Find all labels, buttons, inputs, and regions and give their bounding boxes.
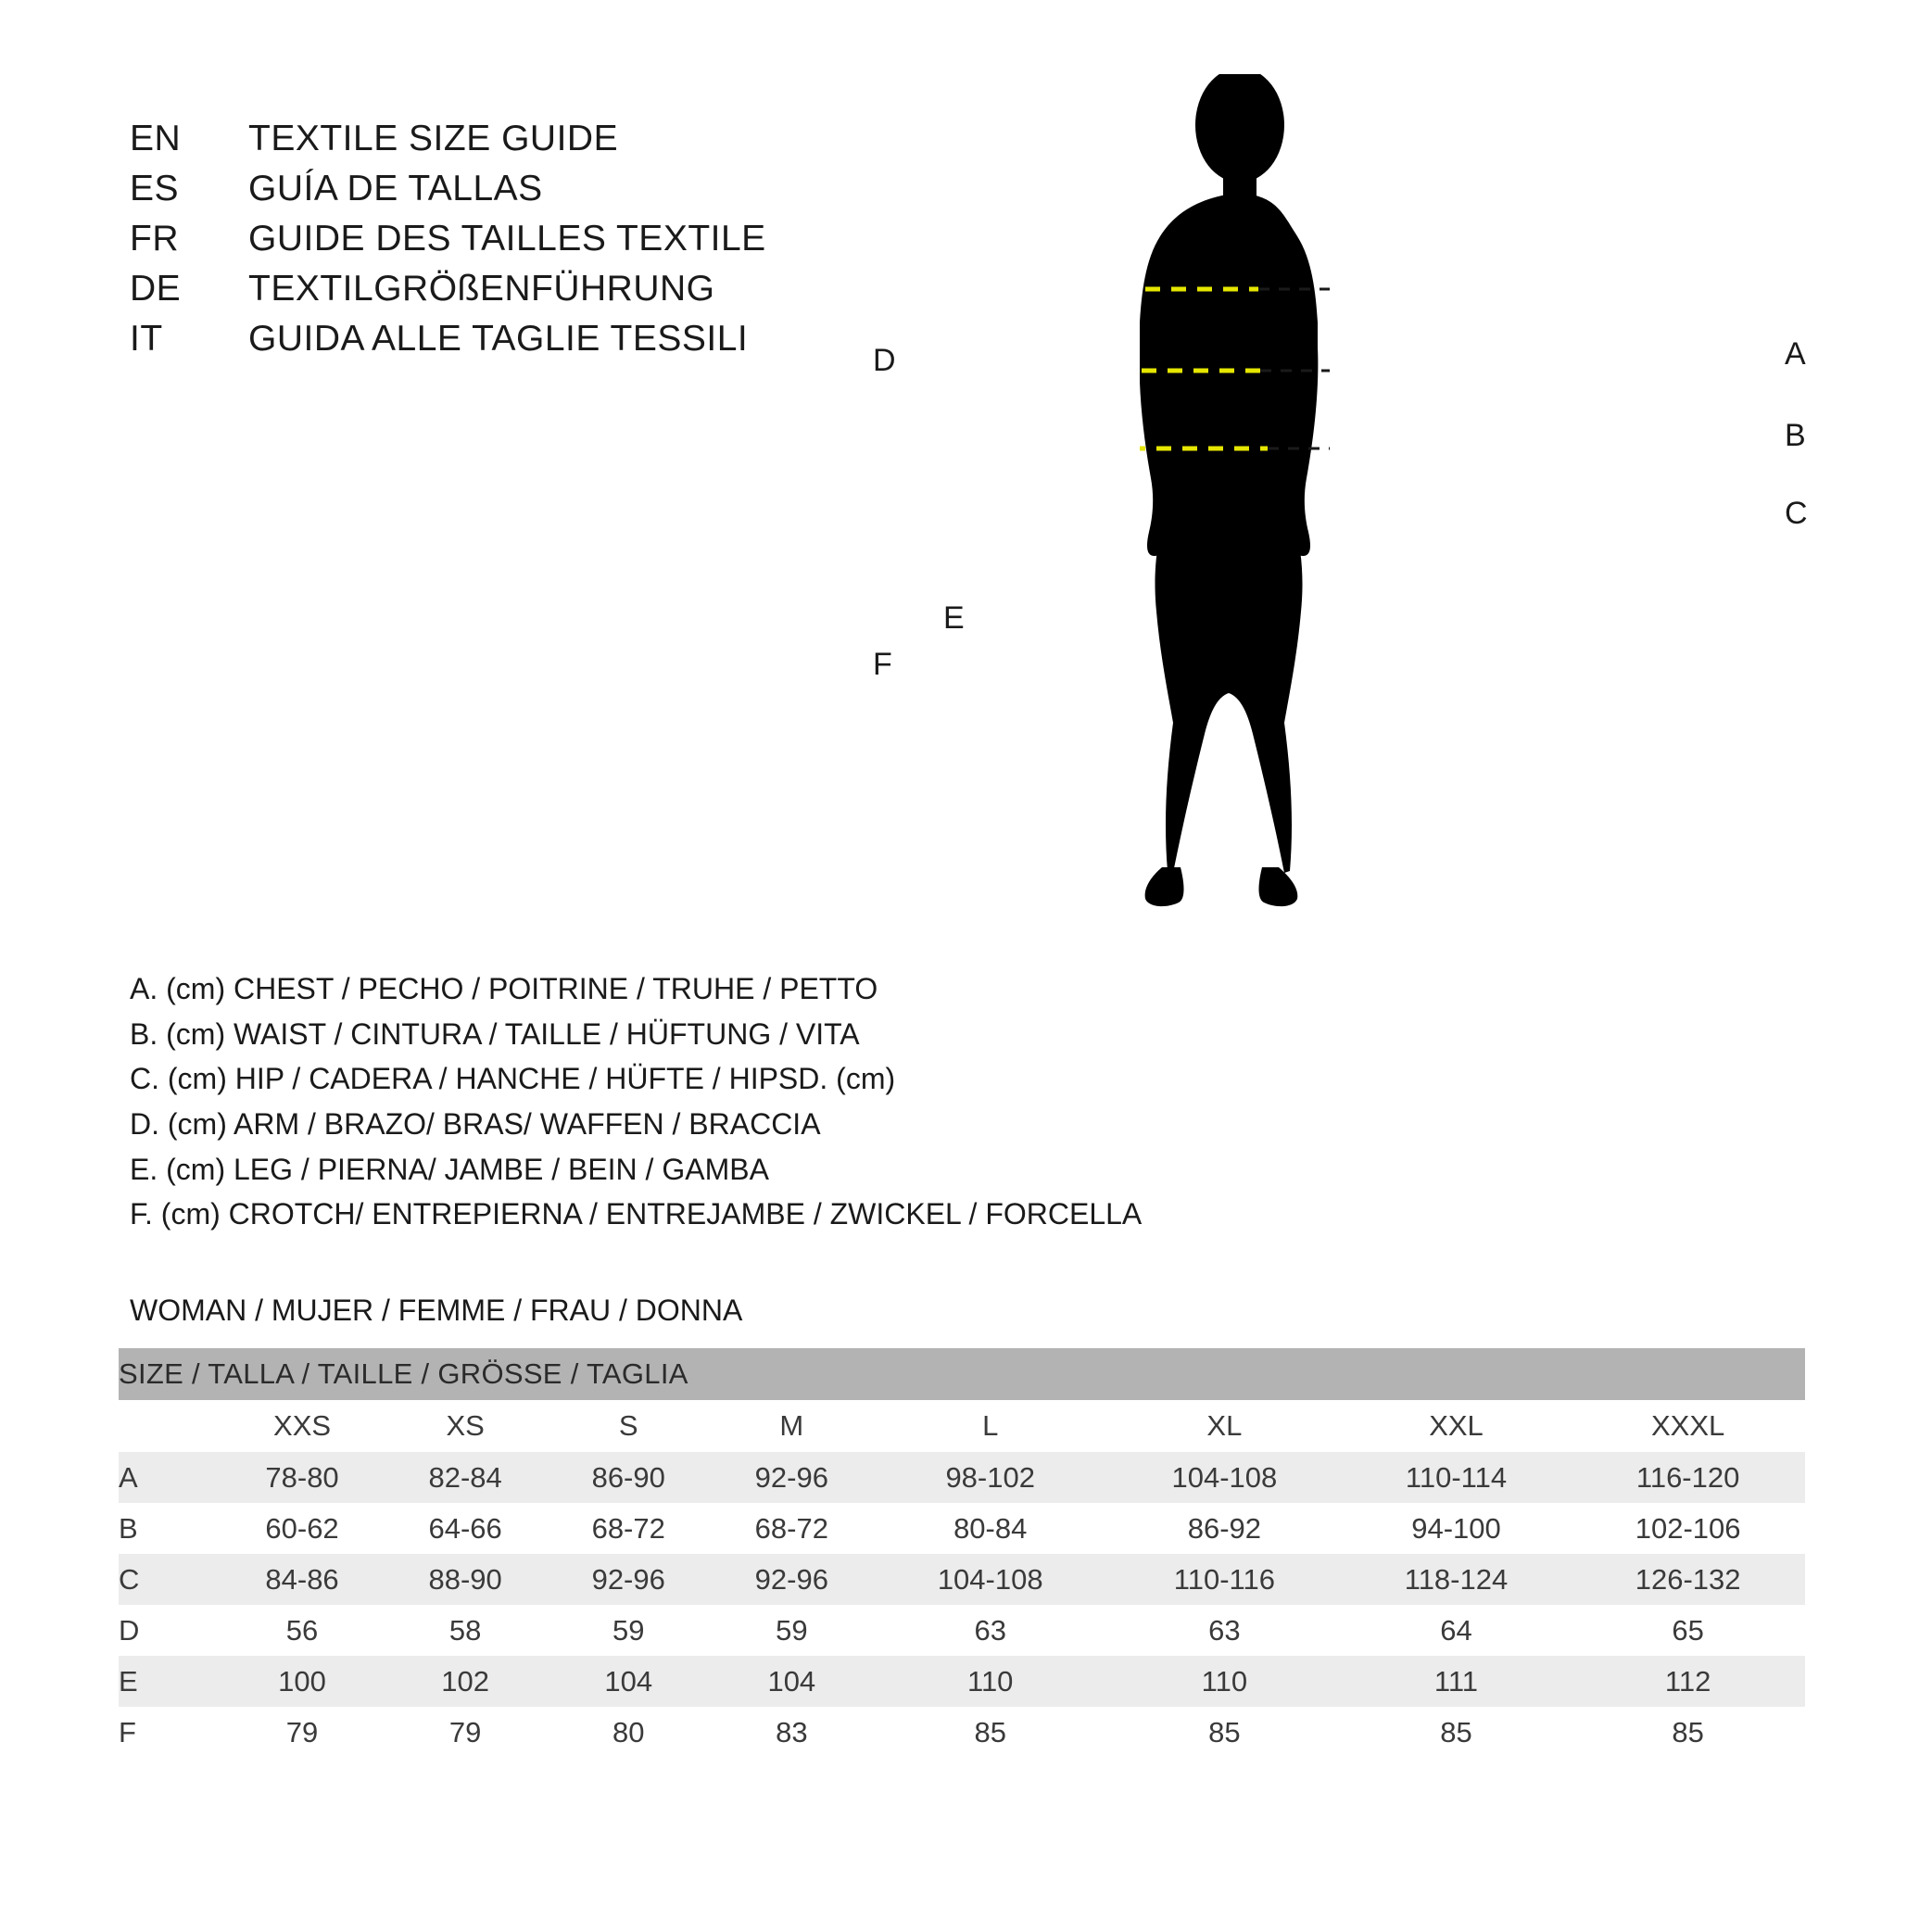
- cell-c-xxxl: 126-132: [1571, 1554, 1805, 1605]
- table-row: [119, 1452, 1805, 1503]
- cell-f-xxxl: 85: [1571, 1707, 1805, 1758]
- title-row-fr: [130, 219, 890, 259]
- size-col-l: L: [873, 1400, 1107, 1452]
- title-row-de: [130, 269, 890, 309]
- title-lang-es: ES: [130, 169, 180, 208]
- dimension-label-f: F: [873, 647, 892, 682]
- size-col-xs: XS: [384, 1400, 547, 1452]
- cell-c-s: 92-96: [547, 1554, 710, 1605]
- cell-e-s: 104: [547, 1656, 710, 1707]
- cell-c-xxs: 84-86: [221, 1554, 384, 1605]
- title-lang-fr: FR: [130, 219, 179, 259]
- measurement-lines: [1140, 74, 1900, 1186]
- legend-row-e: E. (cm) LEG / PIERNA/ JAMBE / BEIN / GAMBA: [130, 1152, 769, 1186]
- cell-a-xxxl: 116-120: [1571, 1452, 1805, 1503]
- cell-f-s: 80: [547, 1707, 710, 1758]
- title-lang-de: DE: [130, 269, 182, 309]
- cell-e-l: 110: [873, 1656, 1107, 1707]
- title-block: [130, 119, 890, 369]
- cell-c-l: 104-108: [873, 1554, 1107, 1605]
- legend-row-c: C. (cm) HIP / CADERA / HANCHE / HÜFTE / HIPSD. (cm): [130, 1062, 896, 1096]
- legend-row-f: F. (cm) CROTCH/ ENTREPIERNA / ENTREJAMBE / ZWICKEL / FORCELLA: [130, 1197, 1143, 1231]
- cell-a-xxs: 78-80: [221, 1452, 384, 1503]
- cell-e-xxs: 100: [221, 1656, 384, 1707]
- cell-c-xl: 110-116: [1107, 1554, 1342, 1605]
- section-caption: WOMAN / MUJER / FEMME / FRAU / DONNA: [130, 1294, 743, 1327]
- row-label-c: C: [119, 1554, 221, 1605]
- cell-b-l: 80-84: [873, 1503, 1107, 1554]
- cell-d-xxl: 64: [1342, 1605, 1572, 1656]
- cell-a-xxl: 110-114: [1342, 1452, 1572, 1503]
- row-label-d: D: [119, 1605, 221, 1656]
- marker-label-a: A: [1785, 336, 1806, 372]
- size-col-xxxl: XXXL: [1571, 1400, 1805, 1452]
- size-col-s: S: [547, 1400, 710, 1452]
- measurement-figure: [873, 74, 1900, 1186]
- cell-a-l: 98-102: [873, 1452, 1107, 1503]
- cell-f-xl: 85: [1107, 1707, 1342, 1758]
- sizes-row-corner: [119, 1400, 221, 1452]
- cell-f-xxs: 79: [221, 1707, 384, 1758]
- cell-f-l: 85: [873, 1707, 1107, 1758]
- dimension-label-e: E: [943, 600, 965, 636]
- table-sizes-row: [119, 1400, 1805, 1452]
- title-text-de: TEXTILGRÖßENFÜHRUNG: [248, 269, 715, 309]
- legend-row-a: A. (cm) CHEST / PECHO / POITRINE / TRUHE / PETTO: [130, 972, 878, 1005]
- table-row: [119, 1656, 1805, 1707]
- cell-b-xs: 64-66: [384, 1503, 547, 1554]
- cell-b-xxl: 94-100: [1342, 1503, 1572, 1554]
- cell-f-xxl: 85: [1342, 1707, 1572, 1758]
- cell-a-xl: 104-108: [1107, 1452, 1342, 1503]
- table-header-label: SIZE / TALLA / TAILLE / GRÖSSE / TAGLIA: [119, 1348, 1805, 1400]
- cell-f-m: 83: [710, 1707, 873, 1758]
- title-row-it: [130, 319, 890, 360]
- title-lang-en: EN: [130, 119, 182, 158]
- dimension-label-d: D: [873, 343, 896, 378]
- title-text-fr: GUIDE DES TAILLES TEXTILE: [248, 219, 766, 259]
- cell-d-xl: 63: [1107, 1605, 1342, 1656]
- cell-a-s: 86-90: [547, 1452, 710, 1503]
- cell-b-xl: 86-92: [1107, 1503, 1342, 1554]
- table-row: [119, 1707, 1805, 1758]
- table-row: [119, 1503, 1805, 1554]
- cell-e-xs: 102: [384, 1656, 547, 1707]
- cell-d-xs: 58: [384, 1605, 547, 1656]
- row-label-a: A: [119, 1452, 221, 1503]
- cell-b-xxs: 60-62: [221, 1503, 384, 1554]
- cell-b-s: 68-72: [547, 1503, 710, 1554]
- cell-a-m: 92-96: [710, 1452, 873, 1503]
- row-label-b: B: [119, 1503, 221, 1554]
- size-col-xxl: XXL: [1342, 1400, 1572, 1452]
- size-col-xl: XL: [1107, 1400, 1342, 1452]
- marker-label-c: C: [1785, 496, 1808, 531]
- table-row: [119, 1554, 1805, 1605]
- size-col-xxs: XXS: [221, 1400, 384, 1452]
- cell-a-xs: 82-84: [384, 1452, 547, 1503]
- table-row: [119, 1605, 1805, 1656]
- cell-b-m: 68-72: [710, 1503, 873, 1554]
- cell-d-s: 59: [547, 1605, 710, 1656]
- cell-c-xxl: 118-124: [1342, 1554, 1572, 1605]
- title-row-en: [130, 119, 890, 159]
- cell-b-xxxl: 102-106: [1571, 1503, 1805, 1554]
- cell-e-m: 104: [710, 1656, 873, 1707]
- cell-c-m: 92-96: [710, 1554, 873, 1605]
- size-col-m: M: [710, 1400, 873, 1452]
- cell-f-xs: 79: [384, 1707, 547, 1758]
- title-row-es: [130, 169, 890, 209]
- cell-c-xs: 88-90: [384, 1554, 547, 1605]
- cell-e-xxxl: 112: [1571, 1656, 1805, 1707]
- row-label-f: F: [119, 1707, 221, 1758]
- legend-row-d: D. (cm) ARM / BRAZO/ BRAS/ WAFFEN / BRACCIA: [130, 1106, 821, 1141]
- cell-d-xxxl: 65: [1571, 1605, 1805, 1656]
- title-text-es: GUÍA DE TALLAS: [248, 169, 543, 208]
- cell-d-l: 63: [873, 1605, 1107, 1656]
- cell-e-xl: 110: [1107, 1656, 1342, 1707]
- table-header-row: [119, 1348, 1805, 1400]
- marker-label-b: B: [1785, 418, 1806, 453]
- title-lang-it: IT: [130, 319, 163, 359]
- cell-d-m: 59: [710, 1605, 873, 1656]
- cell-d-xxs: 56: [221, 1605, 384, 1656]
- row-label-e: E: [119, 1656, 221, 1707]
- title-text-en: TEXTILE SIZE GUIDE: [248, 119, 619, 158]
- size-table: [119, 1348, 1805, 1758]
- cell-e-xxl: 111: [1342, 1656, 1572, 1707]
- title-text-it: GUIDA ALLE TAGLIE TESSILI: [248, 319, 749, 359]
- legend-row-b: B. (cm) WAIST / CINTURA / TAILLE / HÜFTUNG / VITA: [130, 1016, 860, 1051]
- legend-block: [130, 966, 1223, 1237]
